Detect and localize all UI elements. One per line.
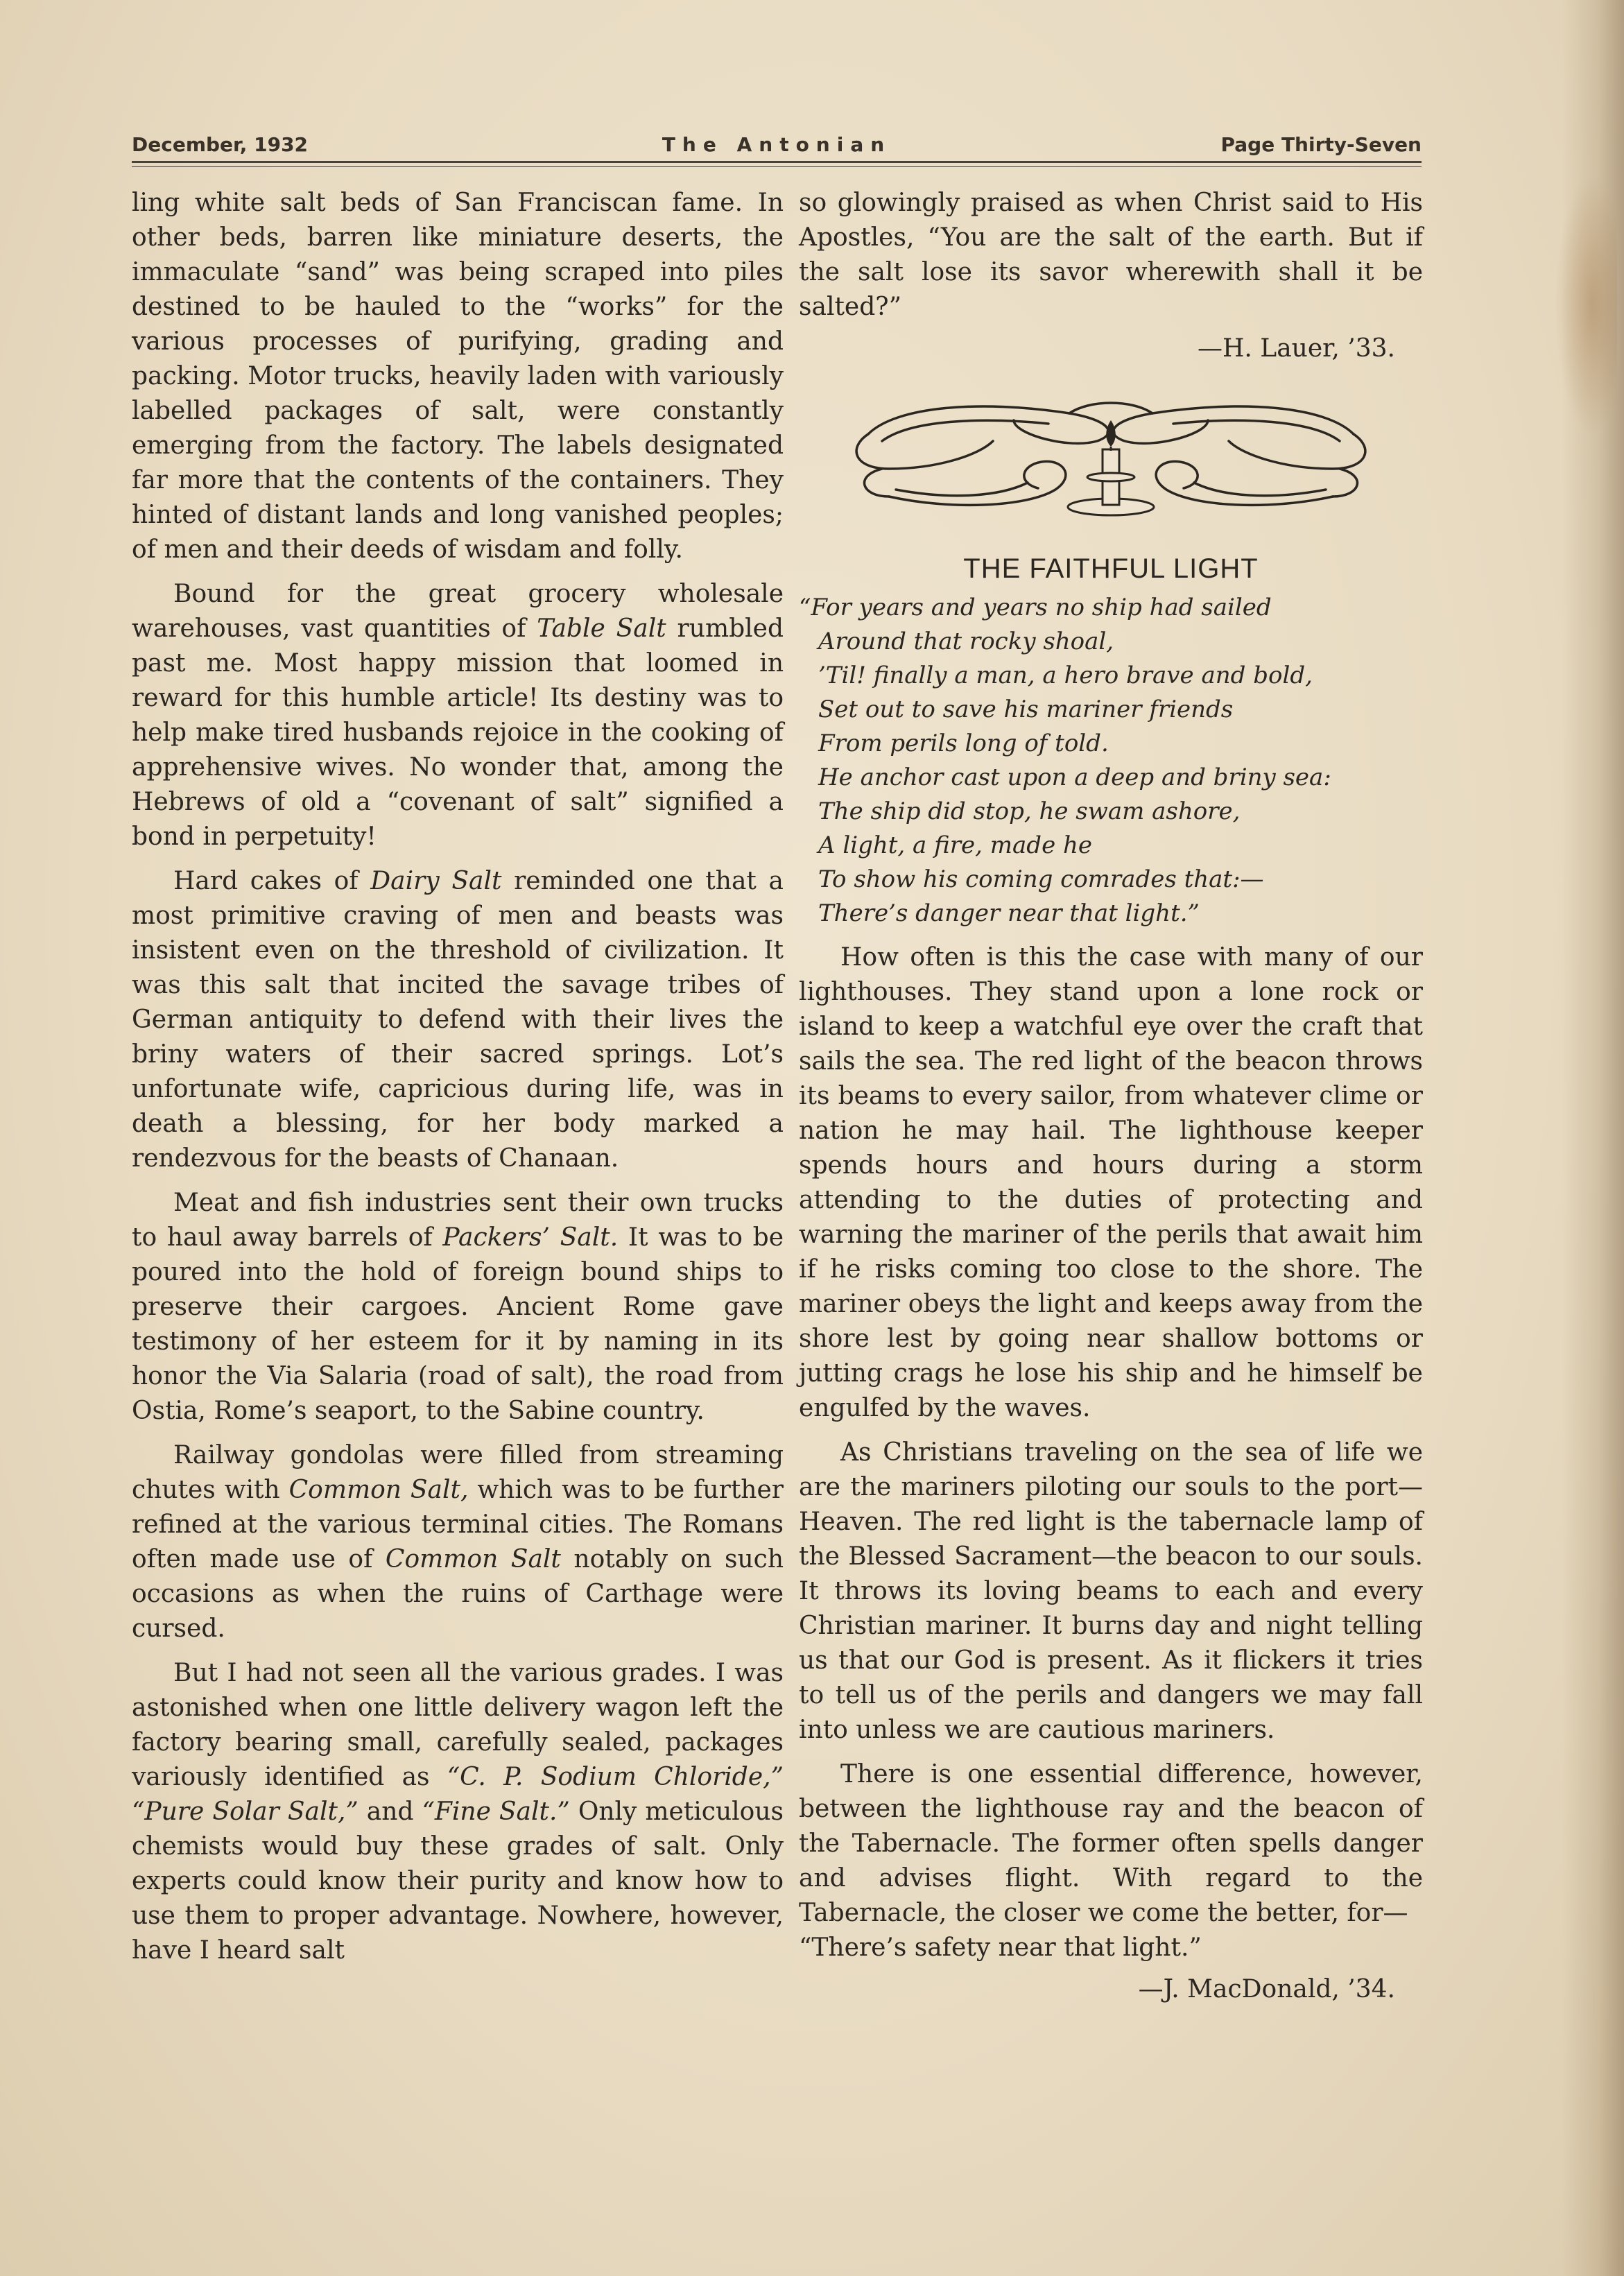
- poem-title: THE FAITHFUL LIGHT: [963, 553, 1259, 584]
- header-date: December, 1932: [132, 133, 309, 156]
- right-paragraph-4: There is one essential difference, however, between the lighthouse ray and the beacon of the Tabernacle. The former often spells danger and advises flight. With regard to the Tabernacle, the closer we come the better, for—: [799, 1760, 1423, 1927]
- right-paragraph-2: How often is this the case with many of our lighthouses. They stand upon a lone rock or island to keep a watchful eye over the craft that sails the sea. The red light of the beacon throws its beams to every sailor, from whatever clime or nation he may hail. The lighthouse keeper spends hours and hours during a storm attending to the duties of protecting and warning the mariner of the perils that await him if he risks coming too close to the shore. The mariner obeys the light and keeps away from the shore lest by going near shallow bottoms or jutting crags he lose his ship and he himself be engulfed by the waves.: [799, 943, 1423, 1422]
- poem-line: There’s danger near that light.”: [818, 899, 1200, 927]
- poem-line: From perils long of told.: [818, 730, 1109, 757]
- paper-stain: [1555, 173, 1617, 437]
- poem-line: To show his coming comrades that:—: [818, 865, 1264, 893]
- right-paragraph-3: As Christians traveling on the sea of life we are the mariners piloting our souls to the port—Heaven. The red light is the tabernacle lamp of the Blessed Sacrament—the beacon to our souls. It throws its loving beams to each and every Christian mariner. It burns day and night telling us that our God is present. As it flickers it tries to tell us of the perils and dangers we may fall into unless we are cautious mariners.: [799, 1438, 1423, 1744]
- header-rule-thick: [132, 161, 1422, 163]
- header-magazine-title: The Antonian: [662, 133, 892, 156]
- poem-line: A light, a fire, made he: [818, 831, 1093, 859]
- closing-quote: “There’s safety near that light.”: [799, 1933, 1202, 1962]
- header-rule-thin: [132, 166, 1422, 167]
- poem: [799, 591, 1423, 931]
- left-paragraph-2: Bound for the great grocery wholesale warehouses, vast quantities of Table Salt rumbled past me. Most happy mission that loomed in reward for this humble article! Its destiny was to help make tired husbands rejoice in the cooking of apprehensive wives. No wonder that, among the Hebrews of old a “covenant of salt” signified a bond in perpetuity!: [132, 580, 784, 851]
- left-paragraph-1: ling white salt beds of San Franciscan fame. In other beds, barren like miniature deserts, the immaculate “sand” was being scraped into piles destined to be hauled to the “works” for the various processes of purifying, grading and packing. Motor trucks, heavily laden with variously labelled packages of salt, were constantly emerging from the factory. The labels designated far more that the contents of the containers. They hinted of distant lands and long vanished peoples; of men and their deeds of wisdam and folly.: [132, 189, 784, 564]
- candle-scroll-ornament-icon: [840, 393, 1381, 531]
- signature-lauer: —H. Lauer, ’33.: [1198, 334, 1395, 363]
- left-paragraph-5: Railway gondolas were filled from streaming chutes with Common Salt, which was to be further refined at the various terminal cities. The Romans often made use of Common Salt notably on such occasions as when the ruins of Carthage were cursed.: [132, 1441, 784, 1643]
- right-column: [799, 186, 1423, 2007]
- left-paragraph-6: But I had not seen all the various grades. I was astonished when one little delivery wagon left the factory bearing small, carefully sealed, packages variously identified as “C. P. Sodium Chloride,” “Pure Solar Salt,” and “Fine Salt.” Only meticulous chemists would buy these grades of salt. Only experts could know their purity and know how to use them to proper advantage. Nowhere, however, have I heard salt: [132, 1659, 784, 1965]
- left-paragraph-4: Meat and fish industries sent their own trucks to haul away barrels of Packers’ Salt. It was to be poured into the hold of foreign bound ships to preserve their cargoes. Ancient Rome gave testimony of her esteem for it by naming in its honor the Via Salaria (road of salt), the road from Ostia, Rome’s seaport, to the Sabine country.: [132, 1189, 784, 1425]
- poem-line: The ship did stop, he swam ashore,: [818, 798, 1241, 825]
- page-header: [132, 133, 1422, 161]
- poem-line: Set out to save his mariner friends: [818, 696, 1234, 723]
- right-paragraph-1: so glowingly praised as when Christ said to His Apostles, “You are the salt of the earth. But if the salt lose its savor wherewith shall it be salted?”: [799, 189, 1423, 321]
- poem-line: “For years and years no ship had sailed: [799, 594, 1272, 621]
- poem-line: He anchor cast upon a deep and briny sea:: [818, 764, 1331, 791]
- left-column: [132, 186, 784, 1968]
- poem-line: ’Til! finally a man, a hero brave and bold,: [818, 662, 1313, 689]
- candle-flame-icon: [1106, 420, 1116, 447]
- left-paragraph-3: Hard cakes of Dairy Salt reminded one that a most primitive craving of men and beasts was insistent even on the threshold of civilization. It was this salt that incited the savage tribes of German antiquity to defend with their lives the briny waters of their sacred springs. Lot’s unfortunate wife, capricious during life, was in death a blessing, for her body marked a rendezvous for the beasts of Chanaan.: [132, 867, 784, 1173]
- signature-macdonald: —J. MacDonald, ’34.: [1138, 1975, 1395, 2003]
- poem-line: Around that rocky shoal,: [818, 628, 1114, 655]
- header-page-number: Page Thirty-Seven: [1220, 133, 1422, 156]
